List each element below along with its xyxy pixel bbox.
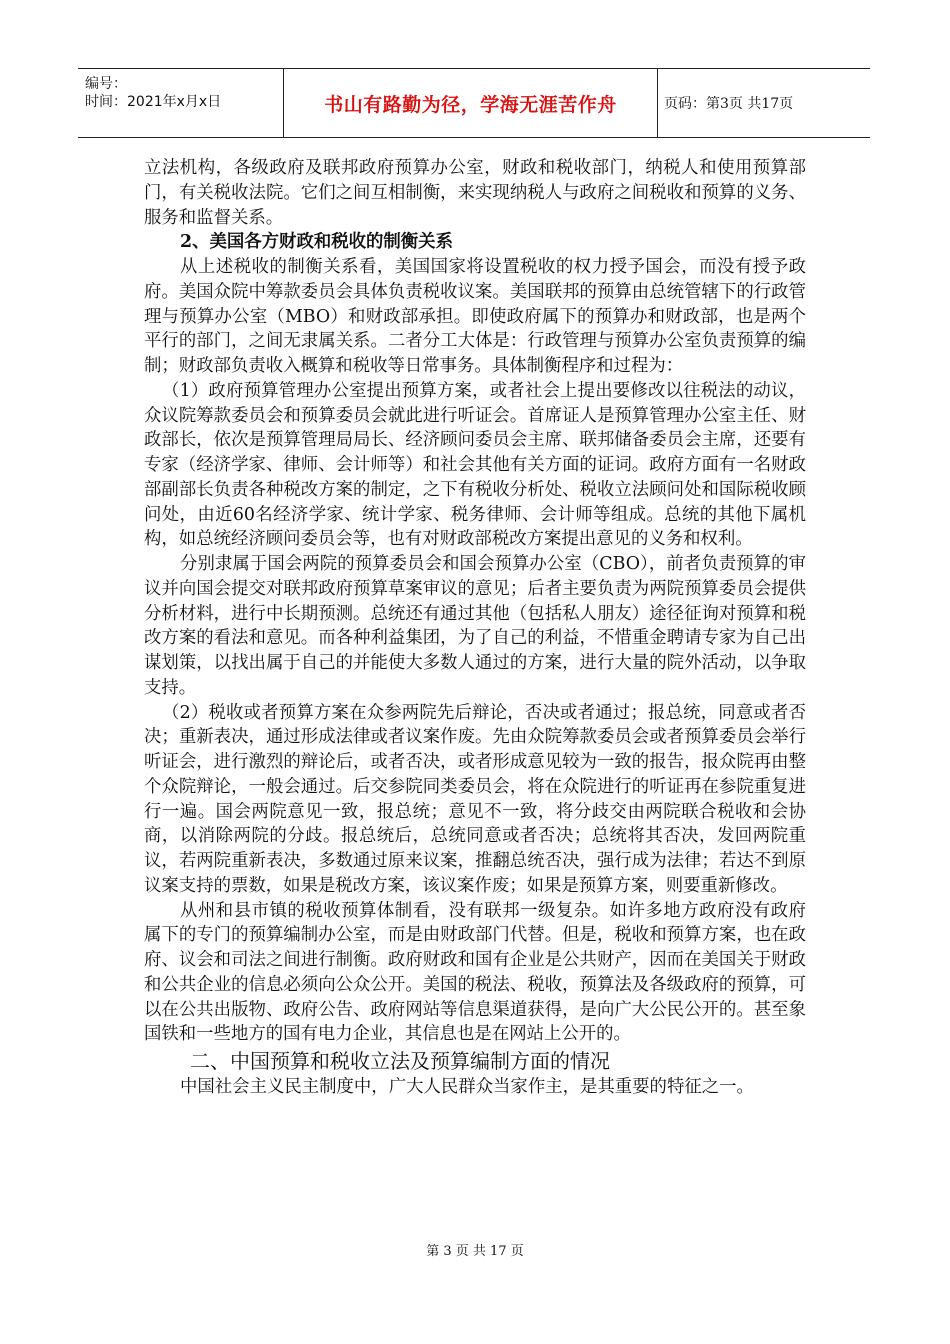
paragraph: （1）政府预算管理办公室提出预算方案，或者社会上提出要修改以往税法的动议，众议院筹款委员会和预算委员会就此进行听证会。首席证人是预算管理办公室主任、财政部长，依次是预算管理局局长、经济顾问委员会主席、联邦储备委员会主席，还要有专家（经济学家、律师、会计师等）和社会其他有关方面的证词。政府方面有一名财政部副部长负责各种税改方案的制定，之下有税收分析处、税收立法顾问处和国际税收顾问处，由近60名经济学家、统计学家、税务律师、会计师等组成。总统的其他下属机构，如总统经济顾问委员会等，也有对财政部税改方案提出意见的义务和权利。 — [144, 380, 806, 550]
paragraph: 立法机构，各级政府及联邦政府预算办公室，财政和税收部门，纳税人和使用预算部门，有关税收法院。它们之间互相制衡，来实现纳税人与政府之间税收和预算的义务、服务和监督关系。 — [144, 158, 806, 228]
paragraph: 从州和县市镇的税收预算体制看，没有联邦一级复杂。如许多地方政府没有政府属下的专门的预算编制办公室，而是由财政部门代替。但是，税收和预算方案，也在政府、议会和司法之间进行制衡。政府财政和国有企业是公共财产，因而在美国关于财政和公共企业的信息必须向公众公开。美国的税法、税收，预算法及各级政府的预算，可以在公共出版物、政府公告、政府网站等信息渠道获得，是向广大公民公开的。甚至象国铁和一些地方的国有电力企业，其信息也是在网站上公开的。 — [144, 900, 806, 1045]
code-label: 编号： — [85, 76, 127, 92]
document-body — [144, 156, 806, 1100]
subheading: 2、美国各方财政和税收的制衡关系 — [180, 232, 453, 253]
header-page-info — [658, 69, 870, 137]
paragraph: 中国社会主义民主制度中，广大人民群众当家作主，是其重要的特征之一。 — [180, 1077, 754, 1097]
section-title: 二、中国预算和税收立法及预算编制方面的情况 — [190, 1049, 610, 1073]
page-footer — [0, 1240, 950, 1259]
paragraph: 从上述税收的制衡关系看，美国国家将设置税收的权力授予国会，而没有授予政府。美国众院中筹款委员会具体负责税收议案。美国联邦的预算由总统管辖下的行政管理与预算办公室（MBO）和财政部承担。即使政府属下的预算办和财政部，也是两个平行的部门，之间无隶属关系。二者分工大体是：行政管理与预算办公室负责预算的编制；财政部负责收入概算和税收等日常事务。具体制衡程序和过程为： — [144, 257, 806, 376]
page-info-text: 页码：第3页 共17页 — [664, 96, 794, 112]
header-meta — [78, 69, 284, 137]
footer-page-number: 第 3 页 共 17 页 — [426, 1244, 524, 1259]
header-motto — [284, 69, 658, 137]
date-label: 时间：2021年x月x日 — [85, 94, 222, 110]
paragraph: （2）税收或者预算方案在众参两院先后辩论，否决或者通过；报总统，同意或者否决；重新表决，通过形成法律或者议案作废。先由众院筹款委员会或者预算委员会举行听证会，进行激烈的辩论后，或者否决，或者形成意见较为一致的报告，报众院再由整个众院辩论，一般会通过。后交参院同类委员会，将在众院进行的听证再在参院重复进行一遍。国会两院意见一致，报总统；意见不一致，将分歧交由两院联合税收和会协商，以消除两院的分歧。报总统后，总统同意或者否决；总统将其否决，发回两院重议，若两院重新表决，多数通过原来议案，推翻总统否决，强行成为法律；若达不到原议案支持的票数，如果是税改方案，该议案作废；如果是预算方案，则要重新修改。 — [144, 702, 806, 896]
page-header — [78, 68, 870, 138]
motto-text: 书山有路勤为径，学海无涯苦作舟 — [324, 93, 617, 116]
paragraph: 分别隶属于国会两院的预算委员会和国会预算办公室（CBO），前者负责预算的审议并向国会提交对联邦政府预算草案审议的意见；后者主要负责为两院预算委员会提供分析材料，进行中长期预测。总统还有通过其他（包括私人朋友）途径征询对预算和税改方案的看法和意见。而各种利益集团，为了自己的利益，不惜重金聘请专家为自己出谋划策，以找出属于自己的并能使大多数人通过的方案，进行大量的院外活动，以争取支持。 — [144, 554, 806, 698]
